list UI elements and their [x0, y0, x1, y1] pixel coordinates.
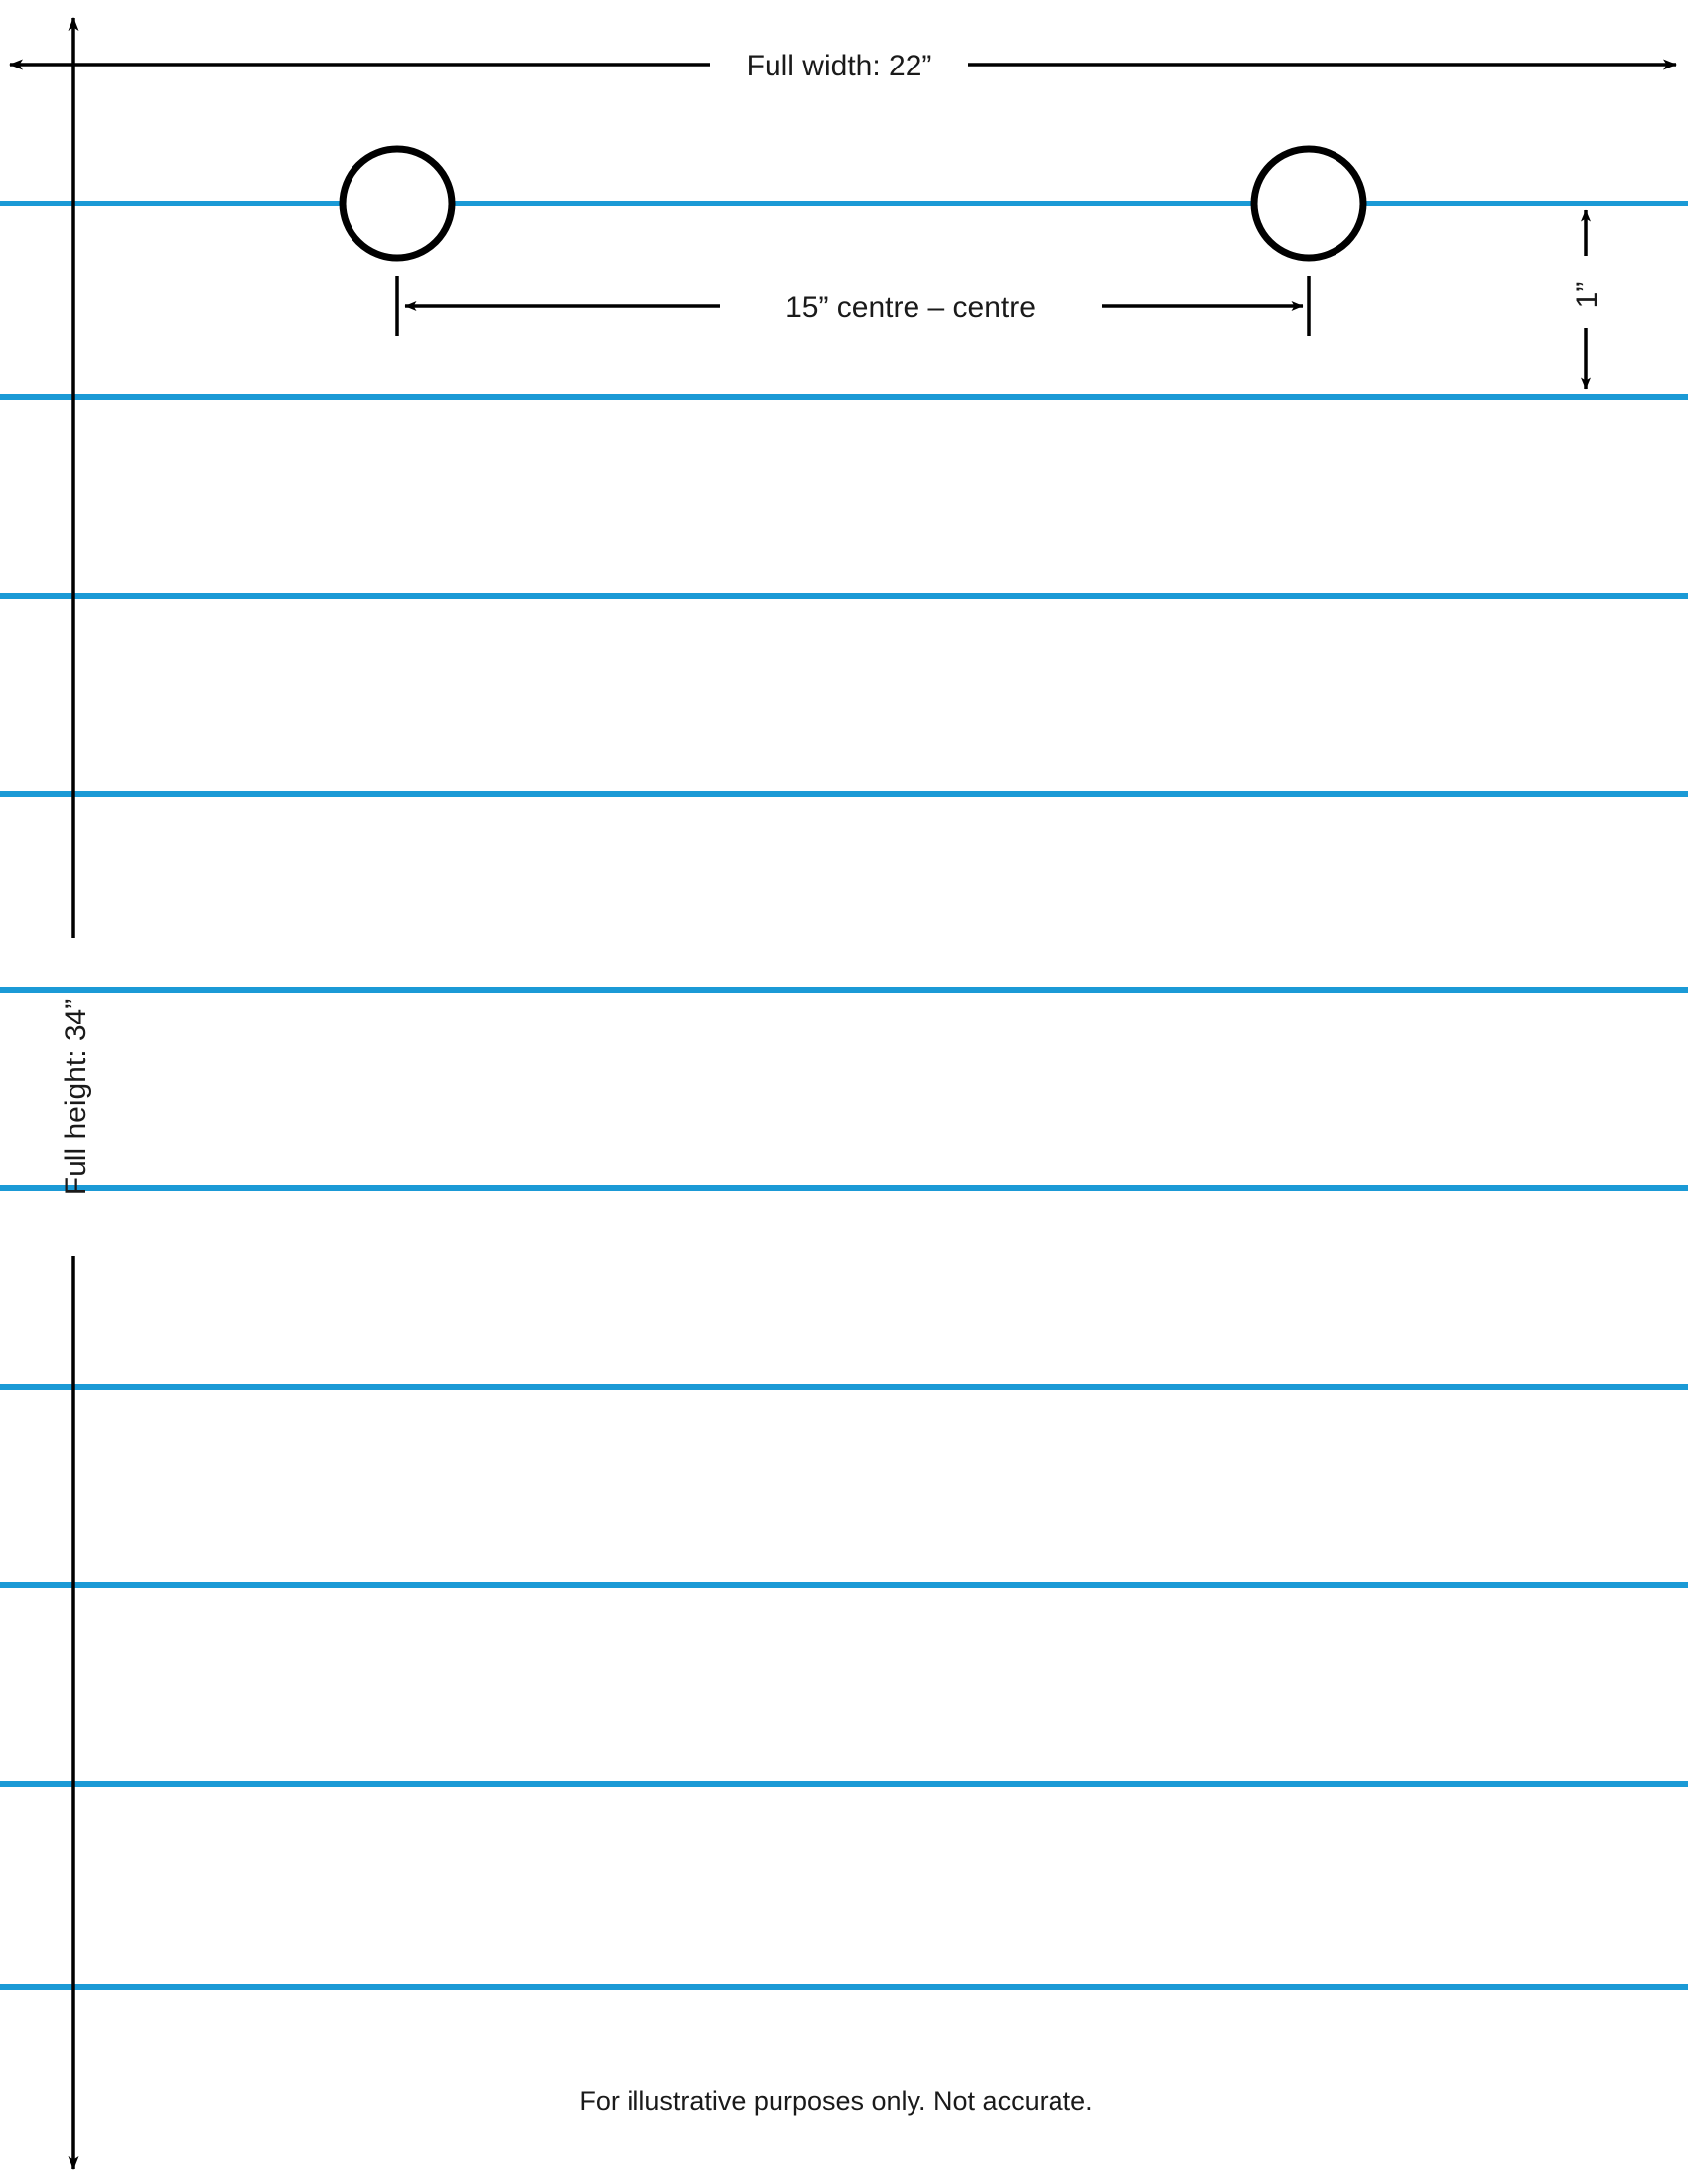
edge-offset-dimension [1571, 210, 1604, 389]
right-hole-icon [1254, 149, 1363, 258]
full-height-label: Full height: 34” [60, 998, 92, 1196]
centre-to-centre-label: 15” centre – centre [785, 291, 1036, 324]
edge-offset-label: 1” [1571, 281, 1604, 309]
full-width-dimension [10, 50, 1676, 82]
illustrative-note: For illustrative purposes only. Not accurate. [579, 2086, 1093, 2116]
rule-lines-group [0, 204, 1688, 1987]
centre-to-centre-dimension [397, 276, 1309, 336]
left-hole-icon [343, 149, 452, 258]
full-height-dimension [60, 18, 92, 2169]
full-width-label: Full width: 22” [746, 50, 932, 82]
